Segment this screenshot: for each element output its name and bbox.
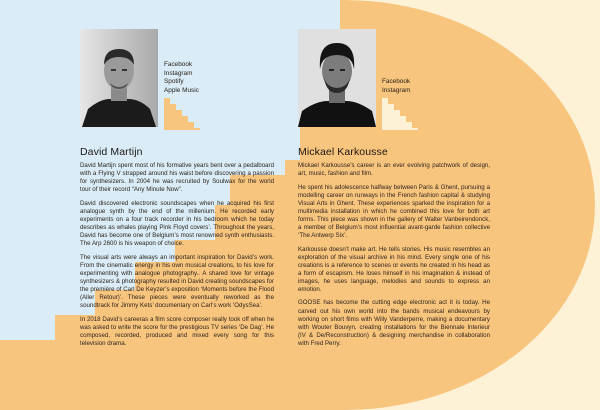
- bio-paragraph: Karkousse doesn’t make art. He tells stories. His music resembles an exploration of the visual archive in his mind. Every single one of his creations is a reference to scenes or events he created in his head as a form of escapism. He loses himself in his imagination & instead of images, he uses language, melodies and sounds to express an emotion.: [298, 245, 490, 293]
- facebook-link[interactable]: Facebook: [382, 78, 411, 85]
- apple-music-link[interactable]: Apple Music: [164, 86, 199, 94]
- bio-paragraph: In 2018 David’s careeras a film score composer really took off when he was asked to write the score for the prestigious TV series ‘De Dag’. He composed, recorded, produced and mixed every song for this television drama.: [80, 315, 274, 347]
- facebook-link[interactable]: Facebook: [164, 61, 193, 68]
- david-martijn-social-links: [164, 61, 199, 95]
- bio-paragraph: GOOSE has become the cutting edge electronic act it is today. He carved out his own world into the bands musical endeavours by working on short films with Willy Vanderperre, making a documentary with Wouter Bouvyn, creating installations for the Biennale Interieur (IV & De/Reconstruction) & designing merchandise in collaboration with Fred Perry.: [298, 299, 490, 347]
- bio-paragraph: David Martijn spent most of his formative years bent over a pedalboard with a Flying V strapped around his waist before discovering a passion for synthesizers. In 2004 he was recruited by Soulwax for the world tour of their record “Any Minute Now”.: [80, 162, 274, 194]
- bio-paragraph: David discovered electronic soundscapes when he acquired his first analogue synth by the end of the millenium. He recorded early experiments on a four track recorder in his bedroom which he today describes as whales playing Pink Floyd covers’. Throughout the years, David has become one of Belgium’s most renowned synth enthusiasts. The Arp 2600 is his weapon of choice.: [80, 199, 274, 248]
- mickael-karkousse-social-links: [382, 78, 410, 95]
- instagram-link[interactable]: Instagram: [382, 86, 411, 94]
- portrait-photo-icon: [80, 29, 158, 127]
- instagram-link[interactable]: Instagram: [164, 69, 193, 77]
- david-martijn-photo: [80, 29, 158, 127]
- bio-paragraph: Mickael Karkousse’s career is an ever evolving patchwork of design, art, music, fashion and film.: [298, 162, 490, 178]
- stairs-decoration: [164, 98, 200, 130]
- mickael-karkousse-bio: [298, 162, 490, 353]
- mickael-karkousse-photo: [298, 29, 376, 127]
- david-martijn-bio: [80, 162, 274, 353]
- bio-paragraph: He spent his adolescence halfway between Paris & Ghent, pursuing a modelling career on runways in the French fashion capital & studying Visual Arts in Ghent. These experiences sparked the inspiration for a multimedia installation in which he combined this love for both art forms. This piece was shown in the gallery of Walter Vanbeirendonck, a member of Belgium’s most influential avant-garde fashion collective ‘The Antwerp Six’.: [298, 183, 490, 239]
- bio-paragraph: The visual arts were always an important inspiration for David’s work. From the cinematic energy in his own musical creations, to his love for experimenting with analogue photography.. A shared love for vintage synthesizers & photography resulted in David creating soundscapes for the première of Carl De Keyzer’s exposition ‘Moments before the Flood (Aller Retour)’. These pieces were eventually reworked as the soundtrack for Jimmy Kets’ documentary on Carl’s work ‘OdysSea’.: [80, 253, 274, 309]
- mickael-karkousse-name: Mickael Karkousse: [298, 146, 388, 158]
- stairs-decoration: [382, 98, 418, 130]
- portrait-photo-icon: [298, 29, 376, 127]
- spotify-link[interactable]: Spotify: [164, 78, 184, 86]
- david-martijn-name: David Martijn: [80, 146, 143, 158]
